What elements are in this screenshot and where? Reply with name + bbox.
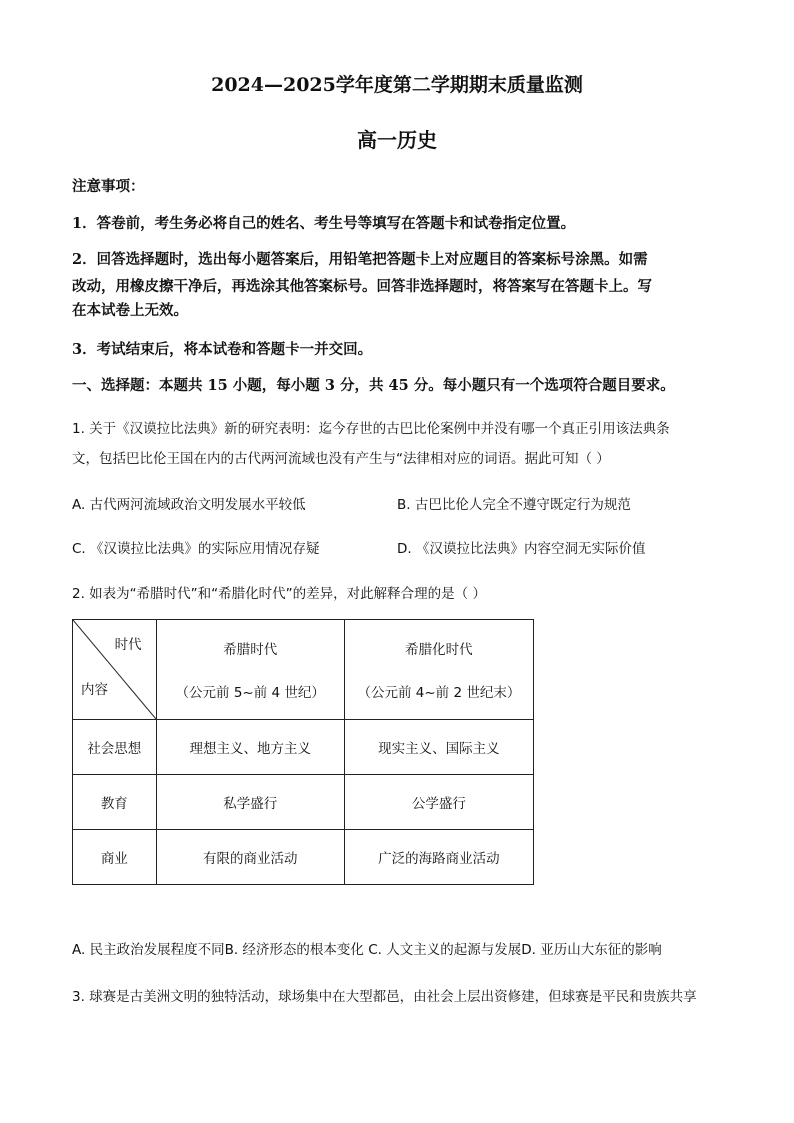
header-greek-era-title: 希腊时代 [223,642,278,658]
section-heading: 一、选择题：本题共 15 小题，每小题 3 分，共 45 分。每小题只有一个选项符合题目要求。 [72,377,675,394]
notice-item-2-line-3: 在本试卷上无效。 [72,302,188,319]
q1-stem-line-2: 文，包括巴比伦王国在内的古代两河流域也没有产生与“法律相对应的词语。据此可知（ ） [72,451,610,467]
row-greek-value: 有限的商业活动 [156,830,344,885]
row-label: 商业 [73,830,157,885]
q1-option-d: D. 《汉谟拉比法典》内容空洞无实际价值 [397,541,646,557]
q1-option-b: B. 古巴比伦人完全不遵守既定行为规范 [397,497,631,513]
row-hellenistic-value: 公学盛行 [344,775,533,830]
exam-title: 2024—2025学年度第二学期期末质量监测 [211,74,583,96]
q1-option-c: C. 《汉谟拉比法典》的实际应用情况存疑 [72,541,320,557]
table-corner-cell [73,620,157,720]
notice-item-2-line-2: 改动，用橡皮擦干净后，再选涂其他答案标号。回答非选择题时，将答案写在答题卡上。写 [72,278,652,295]
header-hellenistic-era-period: （公元前 4~前 2 世纪末） [357,685,521,701]
row-label: 社会思想 [73,720,157,775]
comparison-table [72,619,534,885]
table-row [73,775,534,830]
row-label: 教育 [73,775,157,830]
header-hellenistic-era-title: 希腊化时代 [405,642,473,658]
header-greek-era [156,620,344,720]
row-hellenistic-value: 现实主义、国际主义 [344,720,533,775]
corner-label-era: 时代 [114,637,142,653]
notice-heading: 注意事项： [72,178,145,195]
q2-stem: 2. 如表为“希腊时代”和“希腊化时代”的差异，对此解释合理的是（ ） [72,586,486,602]
q1-option-a: A. 古代两河流域政治文明发展水平较低 [72,497,306,513]
row-hellenistic-value: 广泛的海路商业活动 [344,830,533,885]
notice-item-2-line-1: 2．回答选择题时，选出每小题答案后，用铅笔把答题卡上对应题目的答案标号涂黑。如需 [72,251,648,268]
notice-item-1: 1．答卷前，考生务必将自己的姓名、考生号等填写在答题卡和试卷指定位置。 [72,215,576,232]
row-greek-value: 理想主义、地方主义 [156,720,344,775]
header-hellenistic-era [344,620,533,720]
exam-subject: 高一历史 [357,128,437,152]
table-row [73,830,534,885]
header-greek-era-period: （公元前 5~前 4 世纪） [175,685,325,701]
q1-stem-line-1: 1. 关于《汉谟拉比法典》新的研究表明：迄今存世的古巴比伦案例中并没有哪一个真正引用该法典条 [72,421,670,437]
q2-options: A. 民主政治发展程度不同B. 经济形态的根本变化 C. 人文主义的起源与发展D. 亚历山大东征的影响 [72,942,662,958]
table-header-row [73,620,534,720]
row-greek-value: 私学盛行 [156,775,344,830]
corner-label-content: 内容 [81,682,108,698]
q3-stem-line-1: 3. 球赛是古美洲文明的独特活动，球场集中在大型都邑，由社会上层出资修建，但球赛是平民和贵族共享 [72,989,697,1005]
notice-item-3: 3．考试结束后，将本试卷和答题卡一并交回。 [72,341,373,358]
table-row [73,720,534,775]
